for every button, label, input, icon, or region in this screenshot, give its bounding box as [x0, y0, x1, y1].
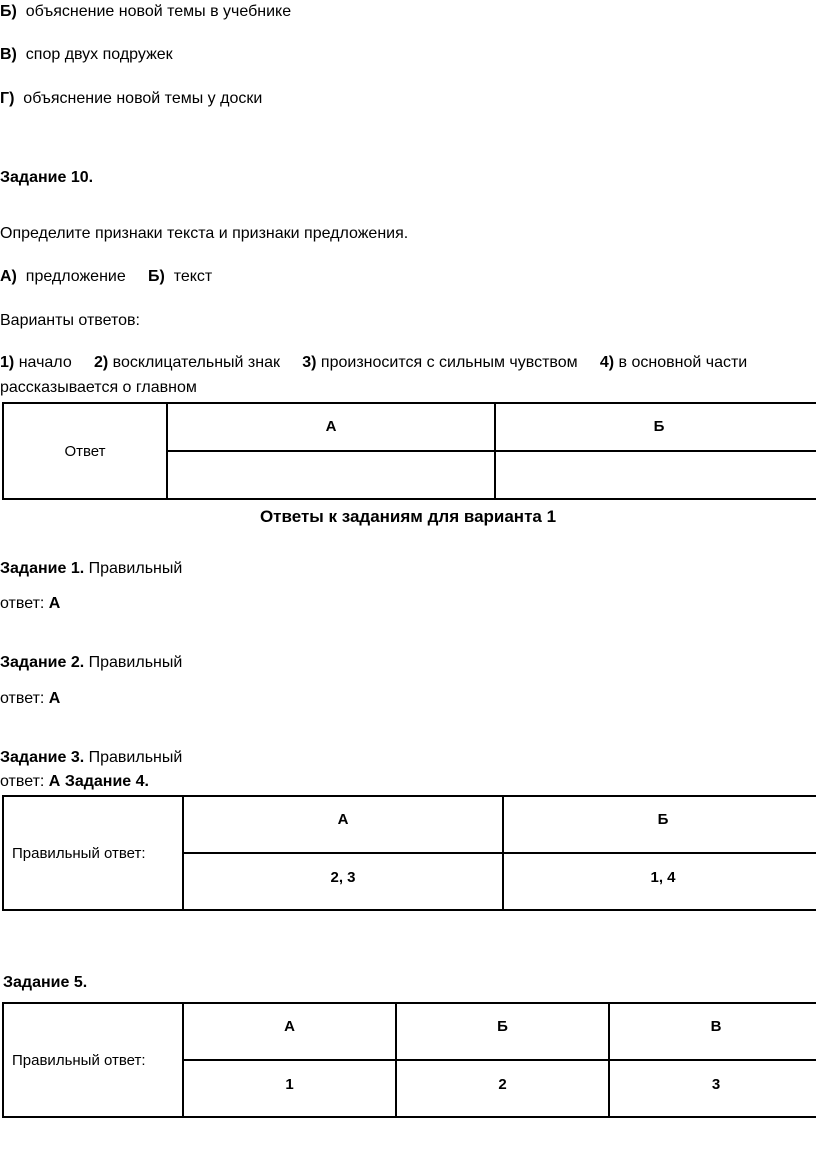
task10-col-b: Б [495, 403, 816, 451]
task10-variants-label: Варианты ответов: [0, 312, 140, 329]
task10-choices: А) предложение Б) текст [0, 268, 213, 285]
answer-task1-value: ответ: А [0, 595, 61, 612]
task4-value-a: 2, 3 [183, 853, 503, 910]
answer-task3: Задание 3. Правильный [0, 749, 183, 766]
task5-value-a: 1 [183, 1060, 396, 1117]
task10-variants-continuation: рассказывается о главном [0, 379, 197, 396]
answer-task5-heading: Задание 5. [3, 974, 88, 991]
task4-col-b: Б [503, 796, 816, 853]
task10-question: Определите признаки текста и признаки предложения. [0, 225, 409, 242]
task4-col-a: А [183, 796, 503, 853]
task5-col-c: В [609, 1003, 816, 1060]
task10-col-a: А [167, 403, 495, 451]
task4-answer-table [2, 795, 816, 911]
task5-row-label: Правильный ответ: [3, 1003, 183, 1117]
answers-title: Ответы к заданиям для варианта 1 [259, 507, 557, 526]
task10-answer-table [2, 402, 816, 500]
answer-task3-value: ответ: А Задание 4. [0, 773, 149, 790]
option-b: Б) объяснение новой темы в учебнике [0, 3, 292, 20]
task4-value-b: 1, 4 [503, 853, 816, 910]
task10-answer-a-cell[interactable] [167, 451, 495, 499]
answer-task2: Задание 2. Правильный [0, 654, 183, 671]
task10-variants: 1) начало 2) восклицательный знак 3) произносится с сильным чувством 4) в основной части [0, 354, 748, 371]
answer-task2-value: ответ: А [0, 690, 61, 707]
answer-task1: Задание 1. Правильный [0, 560, 183, 577]
task10-row-label: Ответ [3, 403, 167, 499]
task5-answer-table [2, 1002, 816, 1118]
task10-answer-b-cell[interactable] [495, 451, 816, 499]
task5-col-a: А [183, 1003, 396, 1060]
option-g: Г) объяснение новой темы у доски [0, 90, 263, 107]
option-v: В) спор двух подружек [0, 46, 173, 63]
answer-task4-heading: Задание 4. [64, 773, 149, 790]
task10-heading: Задание 10. [0, 169, 94, 186]
task5-value-c: 3 [609, 1060, 816, 1117]
task5-value-b: 2 [396, 1060, 609, 1117]
task4-row-label: Правильный ответ: [3, 796, 183, 910]
task5-col-b: Б [396, 1003, 609, 1060]
